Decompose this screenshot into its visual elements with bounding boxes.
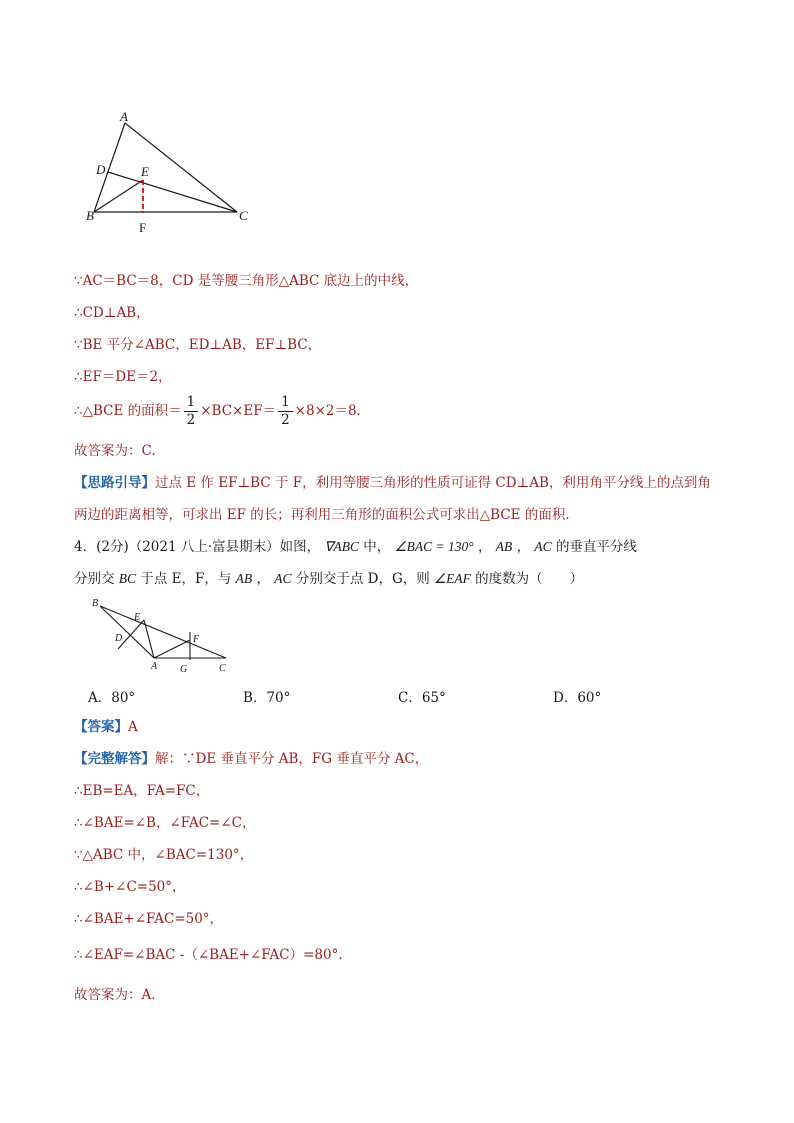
triangle-abc: ∇ABC [324, 539, 359, 554]
triangle-figure-2 [88, 596, 238, 678]
fig2-label-f: F [193, 634, 200, 645]
full-solution-line-2: ∴EB=EA，FA=FC， [74, 783, 210, 799]
fraction-one-half-2 [278, 394, 293, 429]
question-4-line-2 [74, 570, 583, 588]
solution-line-2: ∴CD⊥AB， [74, 305, 150, 321]
full-solution-line-7: ∴∠EAF=∠BAC -（∠BAE+∠FAC）=80°. [74, 947, 343, 963]
label-c: C [239, 208, 248, 223]
option-a: A．80° [88, 690, 136, 706]
q-text-2: ， [477, 539, 492, 555]
question-4-line-1 [74, 538, 637, 556]
hint-line-2: 两边的距离相等，可求出 EF 的长；再利用三角形的面积公式可求出△BCE 的面积. [74, 507, 570, 523]
fig2-label-g: G [180, 664, 188, 675]
q-text-1: 中， [363, 539, 391, 555]
side-bc-fig [100, 606, 226, 658]
label-d: D [96, 162, 106, 177]
segment-cd [108, 172, 237, 212]
fraction-numerator-2: 1 [278, 394, 293, 412]
full-solution-line-4: ∵△ABC 中，∠BAC=130°， [74, 847, 254, 863]
answer-tag: 【答案】 [74, 719, 128, 735]
full-solution-line-5: ∴∠B+∠C=50°， [74, 879, 186, 895]
fig2-label-e: E [134, 612, 141, 623]
q-line2-d: 分别交于点 D，G，则 [295, 571, 430, 587]
triangle-figure-1 [80, 105, 270, 240]
side-ba [100, 606, 154, 658]
fraction-one-half [184, 394, 199, 429]
hint-text-1: 过点 E 作 EF⊥BC 于 F，利用等腰三角形的性质可证得 CD⊥AB，利用角平分线上的点到角 [155, 475, 711, 491]
option-c: C．65° [398, 690, 446, 706]
segment-ab-2: AB [235, 571, 253, 586]
option-d: D．60° [553, 690, 602, 706]
label-e: E [141, 164, 149, 179]
hint-line-1 [74, 474, 711, 492]
answer-line [74, 718, 138, 736]
area-prefix: ∴△BCE 的面积＝ [74, 403, 182, 419]
label-a: A [120, 109, 128, 124]
solution-line-5 [74, 394, 361, 429]
hint-tag: 【思路引导】 [74, 475, 155, 491]
solution-line-3: ∵BE 平分∠ABC，ED⊥AB，EF⊥BC， [74, 337, 322, 353]
segment-bc: BC [118, 571, 137, 586]
label-f: F [139, 220, 147, 235]
fig2-label-b: B [92, 598, 99, 609]
full-solution-tag: 【完整解答】 [74, 751, 155, 767]
segment-ab: AB [495, 539, 513, 554]
segment-ac-2: AC [274, 571, 292, 586]
fraction-denominator-2: 2 [281, 412, 290, 428]
fig2-label-a: A [151, 661, 158, 672]
fraction-numerator: 1 [184, 394, 199, 412]
segment-af [154, 640, 190, 658]
question-prefix: 4．(2分)（2021 八上·富县期末）如图， [74, 539, 321, 555]
full-solution-text-1: 解：∵DE 垂直平分 AB，FG 垂直平分 AC， [155, 751, 429, 767]
q-line2-a: 分别交 [74, 571, 115, 587]
full-solution-line-3: ∴∠BAE=∠B，∠FAC=∠C， [74, 815, 256, 831]
area-suffix: ×8×2＝8. [294, 403, 361, 419]
solution-line-1: ∵AC＝BC＝8，CD 是等腰三角形△ABC 底边上的中线， [74, 273, 419, 289]
area-mid: ×BC×EF＝ [200, 403, 277, 419]
fraction-denominator: 2 [186, 412, 196, 428]
label-b: B [86, 208, 94, 223]
solution-line-4: ∴EF＝DE＝2， [74, 369, 172, 385]
full-solution-line-1 [74, 750, 428, 768]
answer-value: A [128, 719, 138, 735]
angle-eaf: ∠EAF [434, 571, 471, 586]
full-solution-line-8: 故答案为：A. [74, 987, 156, 1003]
solution-line-6: 故答案为：C. [74, 443, 156, 459]
fig2-label-c: C [219, 663, 226, 674]
option-b: B．70° [243, 690, 291, 706]
q-text-3: ， [516, 539, 531, 555]
q-line2-c: ， [256, 571, 270, 587]
q-text-4: 的垂直平分线 [555, 539, 637, 555]
q-line2-e: 的度数为（ ） [475, 571, 584, 587]
fig2-label-d: D [115, 633, 123, 644]
q-line2-b: 于点 E，F，与 [140, 571, 232, 587]
angle-bac: ∠BAC = 130° [394, 539, 474, 554]
full-solution-line-6: ∴∠BAE+∠FAC=50°， [74, 911, 224, 927]
segment-ac: AC [534, 539, 552, 554]
segment-be [94, 180, 143, 212]
